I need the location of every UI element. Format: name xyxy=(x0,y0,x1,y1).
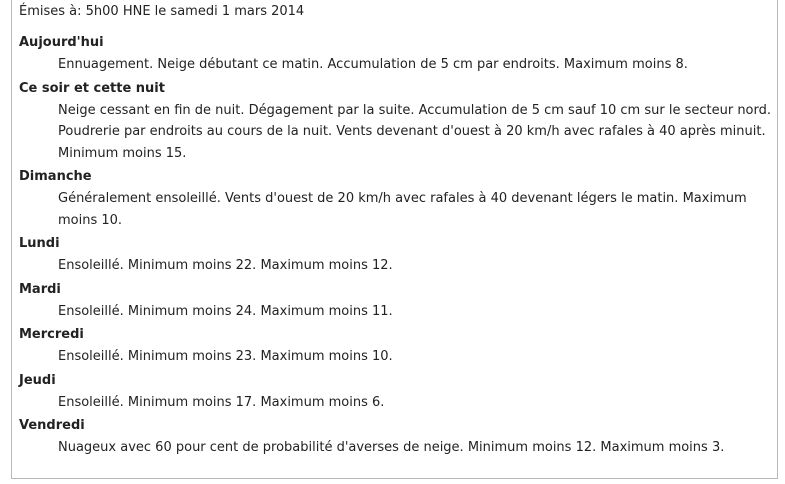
period-text: Ensoleillé. Minimum moins 17. Maximum moins 6. xyxy=(58,394,385,410)
period-text: Ensoleillé. Minimum moins 23. Maximum moins 10. xyxy=(58,349,393,364)
period-title: Aujourd'hui xyxy=(19,35,104,50)
forecast-period xyxy=(19,169,774,231)
period-text: Ensoleillé. Minimum moins 22. Maximum moins 12. xyxy=(58,258,393,273)
forecast-period xyxy=(19,236,774,277)
forecast-list xyxy=(19,35,774,464)
forecast-period xyxy=(19,81,774,165)
period-title: Lundi xyxy=(19,236,60,251)
period-text: Généralement ensoleillé. Vents d'ouest de 20 km/h avec rafales à 40 devenant légers le matin. Maximum moins 10. xyxy=(58,191,747,228)
period-title: Dimanche xyxy=(19,169,92,184)
forecast-period xyxy=(19,282,774,323)
issued-time: Émises à: 5h00 HNE le samedi 1 mars 2014 xyxy=(19,4,305,19)
forecast-period xyxy=(19,35,774,76)
period-title: Jeudi xyxy=(19,372,56,388)
period-text: Ensoleillé. Minimum moins 24. Maximum moins 11. xyxy=(58,303,393,319)
period-text: Nuageux avec 60 pour cent de probabilité d'averses de neige. Minimum moins 12. Maximum moins 3. xyxy=(58,440,725,455)
period-text: Neige cessant en fin de nuit. Dégagement par la suite. Accumulation de 5 cm sauf 10 cm sur le secteur nord. Poudrerie par endroits au cours de la nuit. Vents devenant d'ouest à 20 km/h avec rafales à 40 après minuit. Minimum moins 15. xyxy=(58,102,772,161)
period-title: Vendredi xyxy=(19,418,85,433)
period-title: Mercredi xyxy=(19,327,84,342)
period-title: Ce soir et cette nuit xyxy=(19,80,165,96)
forecast-period xyxy=(19,418,774,459)
forecast-period xyxy=(19,327,774,368)
period-title: Mardi xyxy=(19,281,61,297)
period-text: Ennuagement. Neige débutant ce matin. Accumulation de 5 cm par endroits. Maximum moins 8. xyxy=(58,57,688,72)
forecast-period xyxy=(19,373,774,414)
